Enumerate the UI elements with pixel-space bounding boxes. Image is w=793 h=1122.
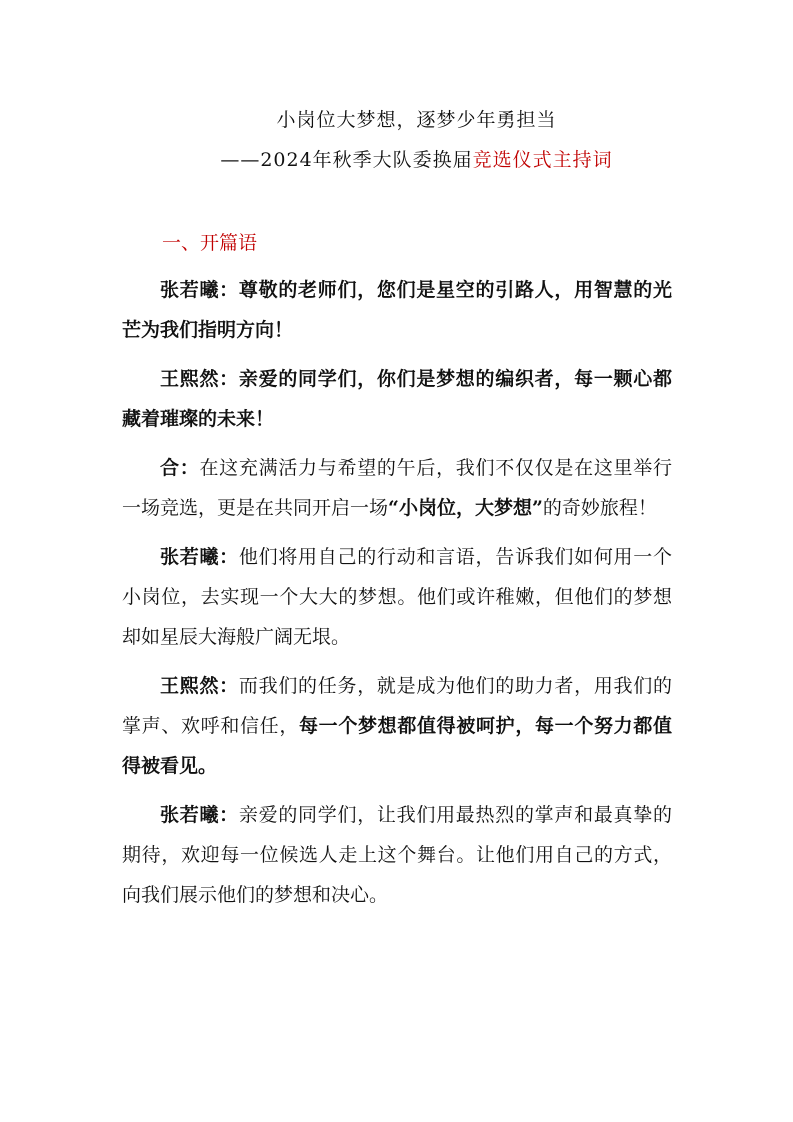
title-subtitle (40, 140, 793, 180)
paragraph-text: 尊敬的老师们，您们是星空的引路人，用智慧的光芒为我们指明方向！ (122, 279, 672, 341)
document-title (0, 100, 793, 180)
document-body (122, 222, 672, 924)
paragraph-emphasis: 每一个梦想都值得被呵护，每一个努力都值得被看见。 (122, 715, 672, 777)
speaker-label: 王熙然： (160, 368, 239, 390)
paragraph (122, 270, 672, 350)
paragraph-text: 亲爱的同学们，你们是梦想的编织者，每一颗心都藏着璀璨的未来！ (122, 368, 672, 430)
speaker-label: 张若曦： (160, 279, 239, 301)
paragraph (122, 537, 672, 657)
paragraph-text: 而我们的任务，就是成为他们的助力者，用我们的掌声、欢呼和信任， (122, 675, 672, 737)
paragraph-text-after: 的奇妙旅程！ (542, 497, 657, 519)
paragraph-emphasis: “小岗位，大梦想” (388, 497, 543, 519)
subtitle-highlight: 竞选仪式主持词 (472, 149, 613, 171)
speaker-label: 张若曦： (160, 804, 239, 826)
paragraph-text: 在这充满活力与希望的午后，我们不仅仅是在这里举行一场竞选，更是在共同开启一场 (122, 457, 672, 519)
speaker-label: 王熙然： (160, 675, 239, 697)
speaker-label: 张若曦： (160, 546, 239, 568)
subtitle-prefix: ——2024年秋季大队委换届 (220, 149, 473, 171)
section-heading: 一、开篇语 (162, 232, 258, 254)
paragraph (122, 666, 672, 786)
paragraph (122, 448, 672, 528)
paragraph-text: 他们将用自己的行动和言语，告诉我们如何用一个小岗位，去实现一个大大的梦想。他们或许稚嫩，但他们的梦想却如星辰大海般广阔无垠。 (122, 546, 672, 648)
title-main: 小岗位大梦想，逐梦少年勇担当 (276, 109, 557, 131)
paragraph (122, 795, 672, 915)
paragraph-text: 亲爱的同学们，让我们用最热烈的掌声和最真挚的期待，欢迎每一位候选人走上这个舞台。让他们用自己的方式，向我们展示他们的梦想和决心。 (122, 804, 672, 906)
speaker-label: 合： (160, 457, 200, 479)
paragraph (122, 359, 672, 439)
